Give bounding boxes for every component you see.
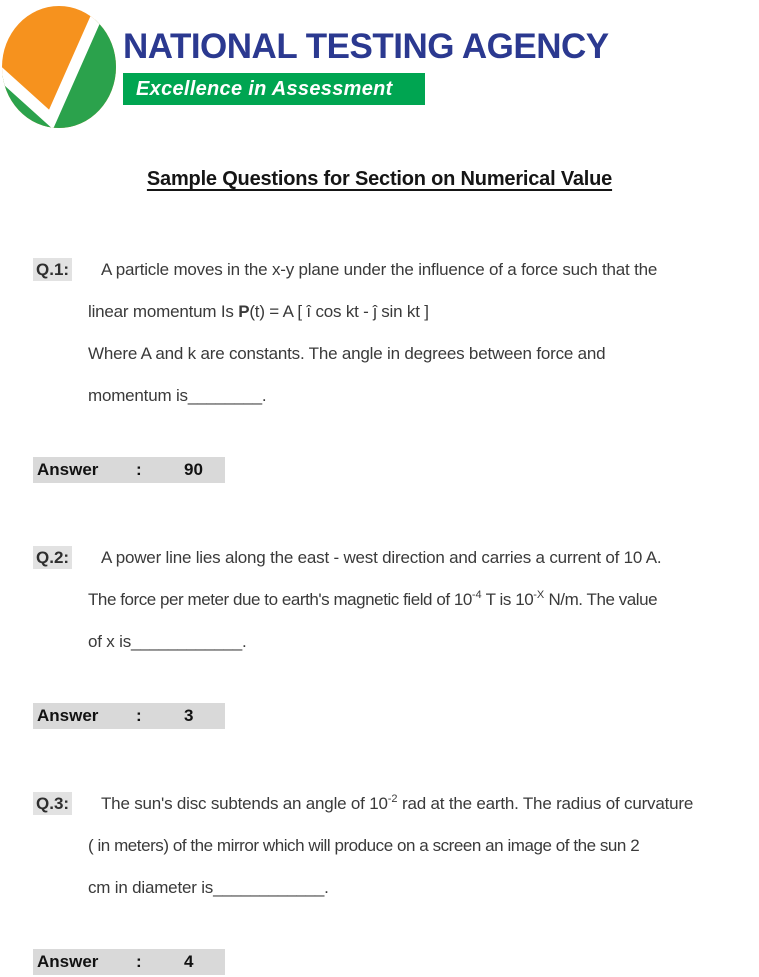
question-1 — [33, 249, 735, 417]
question-line — [88, 579, 735, 621]
question-line — [88, 291, 735, 333]
question-line: ( in meters) of the mirror which will produce on a screen an image of the sun 2 — [88, 836, 640, 855]
answer-value: 3 — [184, 706, 194, 725]
question-line: Where A and k are constants. The angle in degrees between force and — [88, 344, 606, 363]
formula-post: rad at the earth. The radius of curvature — [397, 794, 694, 813]
formula-pre: linear momentum Is — [88, 302, 239, 321]
answer-label: Answer — [37, 706, 99, 725]
question-line-with-blank: of x is____________. — [88, 632, 247, 651]
questions-section — [0, 249, 759, 975]
header-text-block — [123, 0, 759, 105]
formula-post: (t) = A [ î cos kt - ĵ sin kt ] — [249, 302, 429, 321]
answer-label: Answer — [37, 460, 99, 479]
question-2-label: Q.2: — [33, 546, 72, 569]
answer-bar-1 — [33, 457, 225, 483]
question-3-label: Q.3: — [33, 792, 72, 815]
formula-post: N/m. The value — [544, 590, 658, 609]
org-title: NATIONAL TESTING AGENCY — [123, 27, 609, 66]
question-3-text — [88, 783, 735, 909]
superscript: -X — [533, 589, 545, 601]
formula-mid: T is 10 — [481, 590, 534, 609]
question-line-with-blank: cm in diameter is____________. — [88, 878, 329, 897]
question-line — [88, 783, 735, 825]
tagline-banner — [123, 73, 425, 105]
question-2-label-col — [33, 537, 88, 663]
superscript: -2 — [387, 793, 398, 805]
superscript: -4 — [471, 589, 482, 601]
answer-bar-2 — [33, 703, 225, 729]
answer-colon: : — [136, 952, 142, 971]
question-line-with-blank: momentum is________. — [88, 386, 267, 405]
answer-label: Answer — [37, 952, 99, 971]
question-1-label: Q.1: — [33, 258, 72, 281]
answer-colon: : — [136, 460, 142, 479]
question-3-label-col — [33, 783, 88, 909]
nta-logo-icon — [2, 6, 116, 128]
answer-bar-3 — [33, 949, 225, 975]
nta-header — [0, 0, 759, 132]
question-line: A particle moves in the x-y plane under the influence of a force such that the — [101, 260, 658, 279]
answer-colon: : — [136, 706, 142, 725]
formula-bold-p: P — [238, 302, 250, 321]
formula-pre: The force per meter due to earth's magnetic field of 10 — [88, 590, 472, 609]
question-2 — [33, 537, 735, 663]
tagline-text: Excellence in Assessment — [136, 78, 393, 100]
question-1-label-col — [33, 249, 88, 417]
question-1-text — [88, 249, 735, 417]
answer-value: 90 — [184, 460, 203, 479]
answer-value: 4 — [184, 952, 194, 971]
formula-pre: The sun's disc subtends an angle of 10 — [101, 794, 388, 813]
page-title: Sample Questions for Section on Numerical Value — [146, 168, 613, 190]
question-3 — [33, 783, 735, 909]
question-2-text — [88, 537, 735, 663]
question-line: A power line lies along the east - west direction and carries a current of 10 A. — [101, 548, 662, 567]
